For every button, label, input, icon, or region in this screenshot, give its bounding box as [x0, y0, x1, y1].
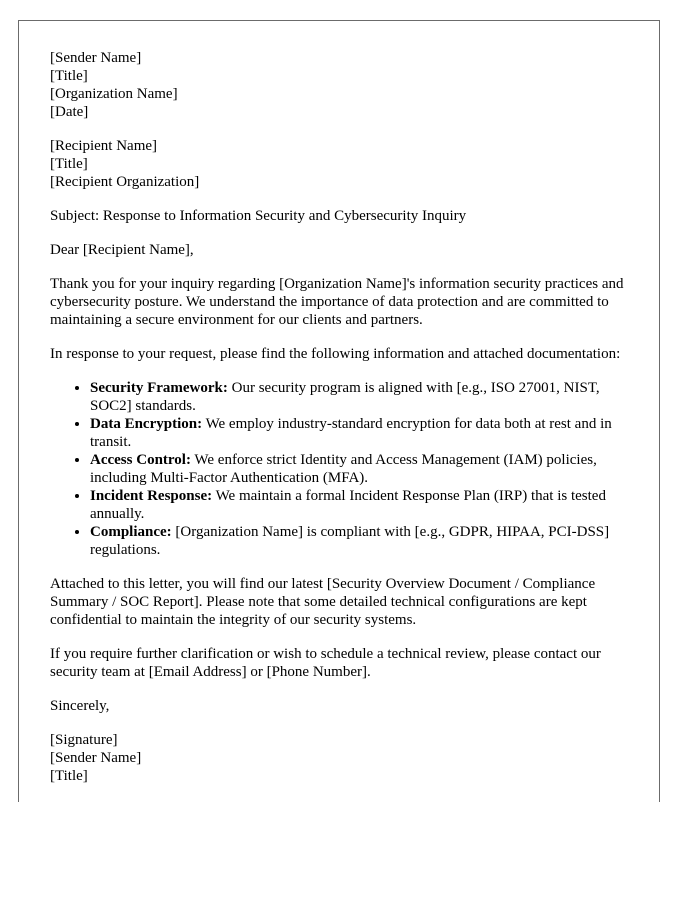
letter-page	[18, 20, 660, 802]
list-item-text: We employ industry-standard encryption for data both at rest and in transit.	[90, 416, 612, 450]
list-item-label: Data Encryption:	[90, 416, 203, 432]
sender-organization: [Organization Name]	[50, 86, 178, 102]
list-item-access-control	[90, 451, 642, 487]
recipient-block	[50, 137, 642, 191]
letter-date: [Date]	[50, 104, 89, 120]
security-list	[50, 379, 642, 559]
list-item-data-encryption	[90, 415, 642, 451]
letter-content	[50, 49, 642, 801]
response-paragraph: In response to your request, please find the following information and attached documentation:	[50, 346, 621, 362]
list-item-label: Access Control:	[90, 452, 191, 468]
list-item-text: [Organization Name] is compliant with [e.g., GDPR, HIPAA, PCI-DSS] regulations.	[90, 524, 610, 558]
list-item-incident-response	[90, 487, 642, 523]
intro-paragraph: Thank you for your inquiry regarding [Organization Name]'s information security practices and cybersecurity posture. We understand the importance of data protection and are committed to maintaining a secure environment for our clients and partners.	[50, 276, 624, 328]
signature-block	[50, 731, 642, 785]
list-item-text: We enforce strict Identity and Access Management (IAM) policies, including Multi-Factor Authentication (MFA).	[90, 452, 597, 486]
recipient-organization: [Recipient Organization]	[50, 174, 200, 190]
recipient-title: [Title]	[50, 156, 88, 172]
sender-name: [Sender Name]	[50, 50, 142, 66]
signature-title: [Title]	[50, 768, 88, 784]
list-item-security-framework	[90, 379, 642, 415]
subject-line: Subject: Response to Information Security and Cybersecurity Inquiry	[50, 208, 467, 224]
recipient-name: [Recipient Name]	[50, 138, 158, 154]
closing: Sincerely,	[50, 698, 110, 714]
list-item-label: Security Framework:	[90, 380, 228, 396]
list-item-compliance	[90, 523, 642, 559]
sender-title: [Title]	[50, 68, 88, 84]
list-item-text: Our security program is aligned with [e.g., ISO 27001, NIST, SOC2] standards.	[90, 380, 600, 414]
sender-block	[50, 49, 642, 121]
list-item-text: We maintain a formal Incident Response Plan (IRP) that is tested annually.	[90, 488, 606, 522]
greeting: Dear [Recipient Name],	[50, 242, 194, 258]
contact-paragraph: If you require further clarification or wish to schedule a technical review, please contact our security team at [Email Address] or [Phone Number].	[50, 646, 601, 680]
list-item-label: Compliance:	[90, 524, 172, 540]
attached-paragraph: Attached to this letter, you will find our latest [Security Overview Document / Compliance Summary / SOC Report]. Please note that some detailed technical configurations are kept confidential to maintain the integrity of our security systems.	[50, 576, 596, 628]
signature: [Signature]	[50, 732, 118, 748]
signature-name: [Sender Name]	[50, 750, 142, 766]
list-item-label: Incident Response:	[90, 488, 213, 504]
